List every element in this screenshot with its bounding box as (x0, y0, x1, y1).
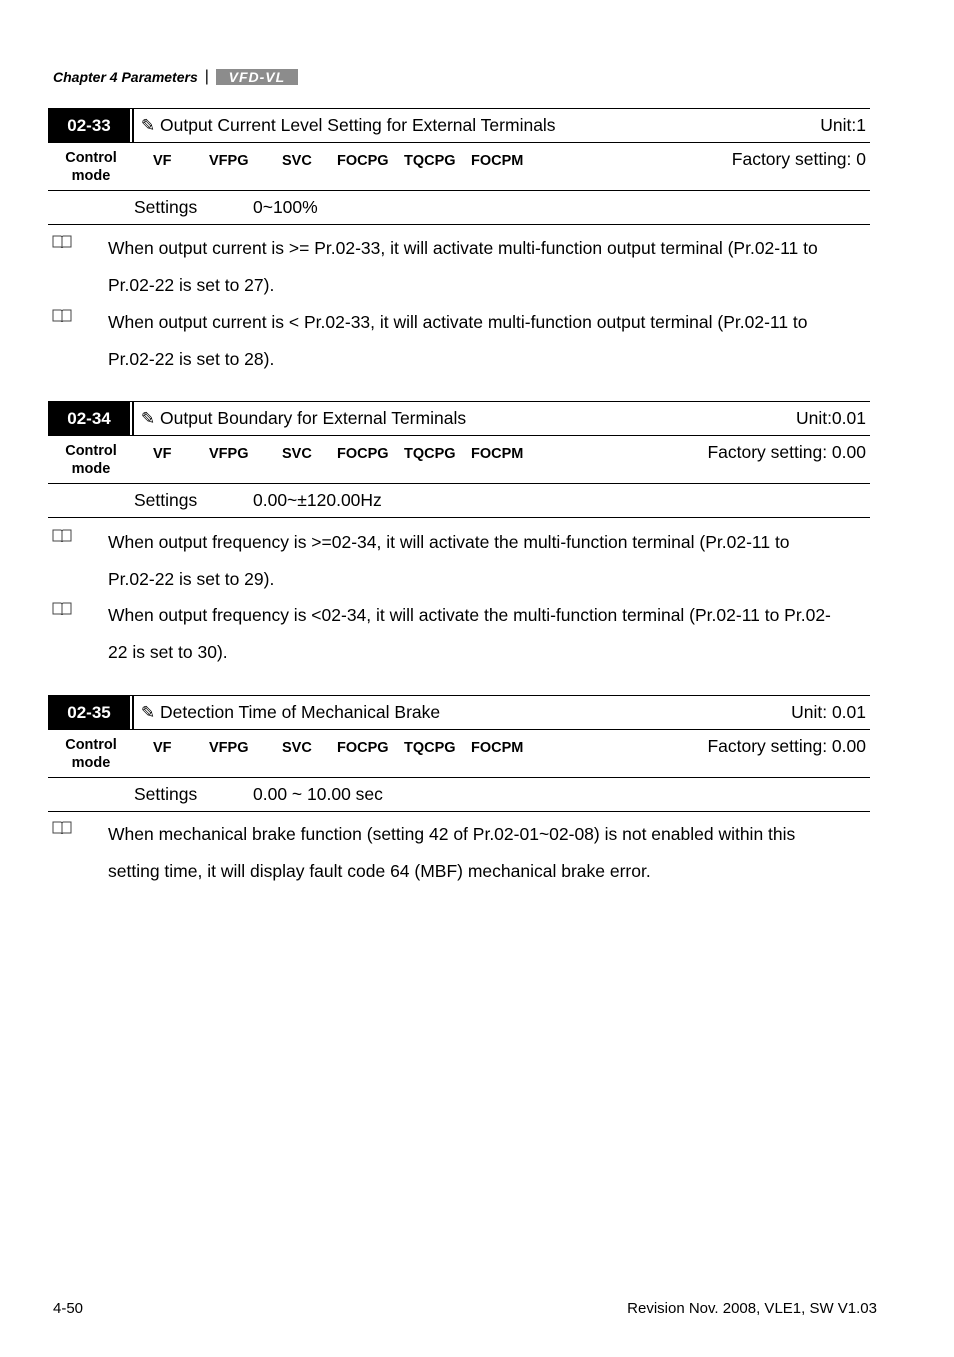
mode-vfpg: VFPG (209, 740, 249, 756)
book-icon (52, 308, 72, 322)
divider (132, 696, 134, 729)
control-mode-label: Control mode (65, 150, 117, 184)
control-mode-row (48, 436, 870, 484)
mode-focpm: FOCPM (471, 446, 524, 462)
control-mode-row (48, 143, 870, 191)
mode-focpg: FOCPG (337, 740, 389, 756)
book-icon (52, 820, 72, 834)
mode-vfpg: VFPG (209, 153, 249, 169)
book-icon (52, 528, 72, 542)
settings-label: Settings (134, 490, 198, 510)
book-icon (52, 234, 72, 248)
factory-setting: Factory setting: 0.00 (707, 442, 866, 462)
param-block-02-34 (48, 401, 870, 518)
param-block-02-35 (48, 695, 870, 812)
book-icon (52, 601, 72, 615)
header-separator: | (204, 68, 209, 85)
revision-info: Revision Nov. 2008, VLE1, SW V1.03 (627, 1300, 877, 1317)
pen-icon: ✎ (140, 702, 156, 722)
divider (132, 109, 134, 142)
param-title-row (48, 401, 870, 436)
mode-svc: SVC (282, 446, 312, 462)
settings-label: Settings (134, 197, 198, 217)
settings-row (48, 191, 870, 225)
param-unit: Unit:0.01 (795, 408, 866, 428)
mode-focpm: FOCPM (471, 740, 524, 756)
param-title-row (48, 108, 870, 143)
settings-value: 0~100% (253, 197, 318, 217)
param-title: Output Boundary for External Terminals (160, 408, 467, 428)
mode-focpg: FOCPG (337, 446, 389, 462)
mode-tqcpg: TQCPG (404, 446, 456, 462)
mode-vf: VF (153, 740, 172, 756)
mode-vf: VF (153, 153, 172, 169)
mode-tqcpg: TQCPG (404, 740, 456, 756)
param-number: 02-34 (48, 402, 130, 435)
param-title-row (48, 695, 870, 730)
page-number: 4-50 (53, 1300, 84, 1317)
mode-svc: SVC (282, 740, 312, 756)
param-title: Output Current Level Setting for External Terminals (160, 115, 556, 135)
param-block-02-33 (48, 108, 870, 225)
control-mode-row (48, 730, 870, 778)
param-title: Detection Time of Mechanical Brake (160, 702, 441, 722)
mode-svc: SVC (282, 153, 312, 169)
mode-vf: VF (153, 446, 172, 462)
pen-icon: ✎ (140, 115, 156, 135)
page-header (53, 66, 298, 88)
note-item: When output frequency is <02-34, it will activate the multi-function terminal (Pr.02-11 to Pr.02- 22 is set to 30). (52, 597, 877, 671)
mode-focpg: FOCPG (337, 153, 389, 169)
chapter-title: Chapter 4 Parameters (53, 69, 198, 85)
note-item: When mechanical brake function (setting 42 of Pr.02-01~02-08) is not enabled within this setting time, it will display fault code 64 (MBF) mechanical brake error. (52, 816, 877, 890)
control-mode-label: Control mode (65, 737, 117, 771)
param-number: 02-33 (48, 109, 130, 142)
note-item: When output frequency is >=02-34, it will activate the multi-function terminal (Pr.02-11 to Pr.02-22 is set to 29). (52, 524, 877, 598)
param-unit: Unit: 0.01 (791, 702, 866, 722)
note-item: When output current is >= Pr.02-33, it will activate multi-function output terminal (Pr.02-11 to Pr.02-22 is set to 27). (52, 230, 877, 304)
settings-row (48, 778, 870, 812)
param-number: 02-35 (48, 696, 130, 729)
mode-vfpg: VFPG (209, 446, 249, 462)
pen-icon: ✎ (140, 408, 156, 428)
settings-row (48, 484, 870, 518)
settings-value: 0.00~±120.00Hz (253, 490, 382, 510)
mode-focpm: FOCPM (471, 153, 524, 169)
factory-setting: Factory setting: 0.00 (707, 736, 866, 756)
settings-value: 0.00 ~ 10.00 sec (253, 784, 383, 804)
control-mode-label: Control mode (65, 443, 117, 477)
divider (132, 402, 134, 435)
settings-label: Settings (134, 784, 198, 804)
mode-tqcpg: TQCPG (404, 153, 456, 169)
factory-setting: Factory setting: 0 (731, 149, 866, 169)
note-item: When output current is < Pr.02-33, it will activate multi-function output terminal (Pr.02-11 to Pr.02-22 is set to 28). (52, 304, 877, 378)
param-unit: Unit:1 (820, 115, 866, 135)
vfd-vl-logo: VFD-VL (216, 69, 298, 85)
